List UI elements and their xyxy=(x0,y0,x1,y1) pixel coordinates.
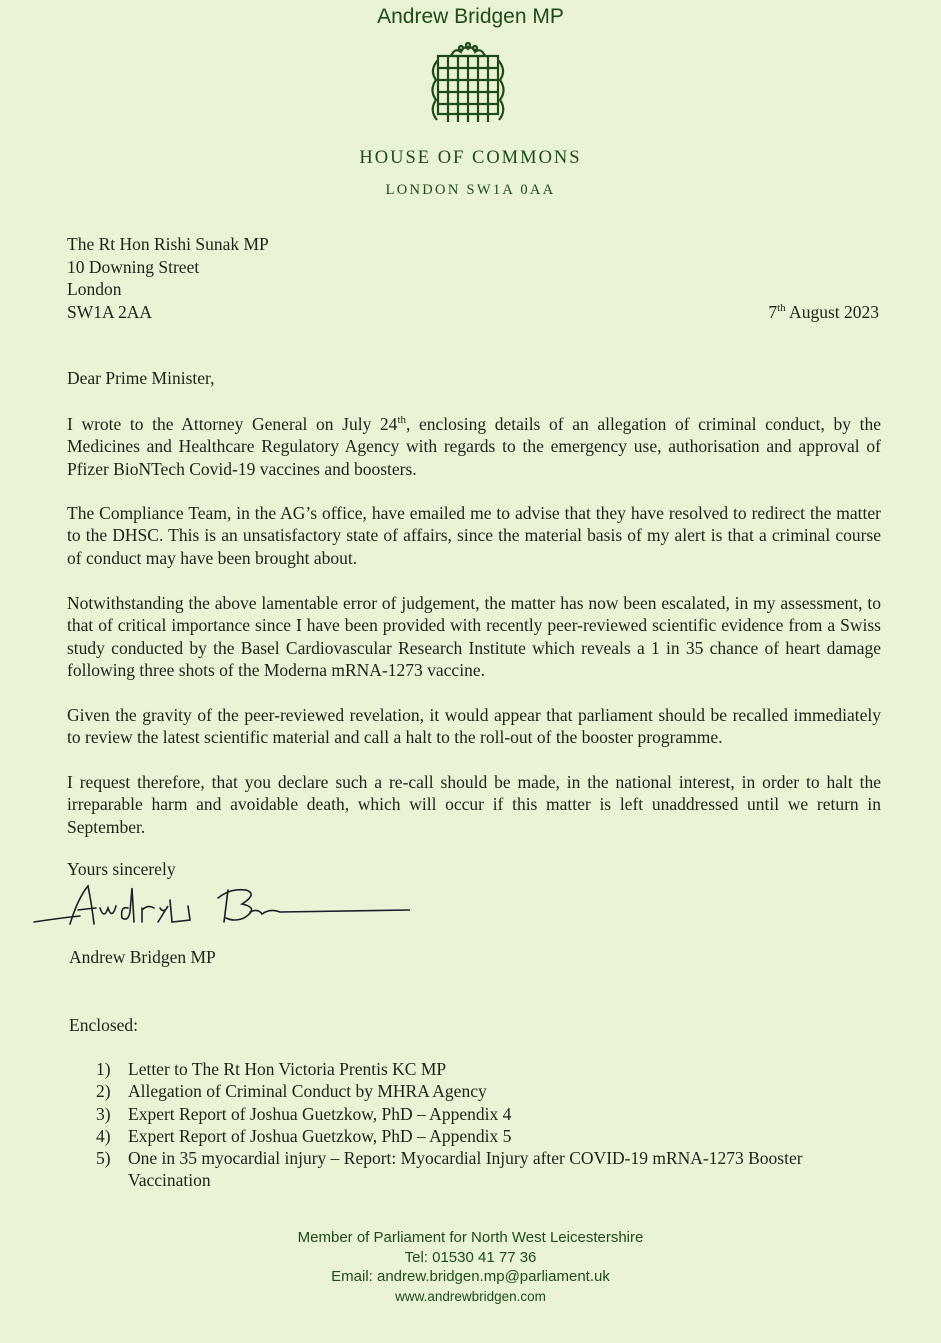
signatory-name: Andrew Bridgen MP xyxy=(69,947,216,967)
recipient-address xyxy=(67,233,269,323)
enclosures-list xyxy=(96,1058,886,1192)
date-suffix: th xyxy=(397,414,406,427)
date-day: 7 xyxy=(768,302,778,322)
paragraph-text: , enclosing details of an allegation of criminal conduct, by the Medicines and Healthcare Regulatory Agency with regards to the emergency use, authorisation and approval of Pfizer BioNTech Covid-19 vaccines and boosters. xyxy=(67,414,881,479)
house-address: LONDON SW1A 0AA xyxy=(385,182,556,198)
body-paragraph-3: Notwithstanding the above lamentable error of judgement, the matter has now been escalated, in my assessment, to that of critical importance since I have been provided with recently peer-reviewed scientific evidence from a Swiss study conducted by the Basel Cardiovascular Research Institute which reveals a 1 in 35 chance of heart damage following three shots of the Moderna mRNA-1273 vaccine. xyxy=(67,593,881,680)
enclosure-item xyxy=(96,1103,886,1125)
enclosure-text: Expert Report of Joshua Guetzkow, PhD – Appendix 5 xyxy=(128,1125,512,1146)
recipient-line: London xyxy=(67,279,122,299)
body-paragraph-2: The Compliance Team, in the AG’s office, have emailed me to advise that they have resolved to redirect the matter to the DHSC. This is an unsatisfactory state of affairs, since the material basis of my alert is that a criminal course of conduct may have been brought about. xyxy=(67,503,881,568)
enclosed-label: Enclosed: xyxy=(69,1015,139,1035)
letter-date xyxy=(768,302,879,323)
recipient-line: SW1A 2AA xyxy=(67,301,153,322)
enclosure-number: 5) xyxy=(96,1148,111,1169)
recipient-line: The Rt Hon Rishi Sunak MP xyxy=(67,234,269,254)
body-paragraph-5: I request therefore, that you declare such a re-call should be made, in the national interest, in order to halt the irreparable harm and avoidable death, which will occur if this matter is left unaddressed until we return in September. xyxy=(67,772,881,837)
enclosure-number: 4) xyxy=(96,1125,111,1146)
enclosure-number: 3) xyxy=(96,1103,111,1124)
letter-footer xyxy=(0,1228,941,1306)
enclosure-item xyxy=(96,1058,886,1080)
enclosure-item xyxy=(96,1080,886,1102)
enclosure-item xyxy=(96,1147,886,1192)
enclosure-item xyxy=(96,1125,886,1147)
footer-website: www.andrewbridgen.com xyxy=(395,1288,546,1304)
recipient-line: 10 Downing Street xyxy=(67,256,200,277)
enclosure-text: One in 35 myocardial injury – Report: Myocardial Injury after COVID-19 mRNA-1273 Booster Vaccination xyxy=(128,1148,803,1191)
date-suffix: th xyxy=(777,302,786,315)
enclosure-number: 2) xyxy=(96,1081,111,1102)
handwritten-signature xyxy=(30,878,410,938)
body-paragraph-1 xyxy=(67,413,881,480)
paragraph-text: I wrote to the Attorney General on July 24 xyxy=(67,414,398,434)
closing: Yours sincerely xyxy=(67,859,176,879)
letterhead-mp-name: Andrew Bridgen MP xyxy=(377,5,564,28)
enclosure-text: Allegation of Criminal Conduct by MHRA Agency xyxy=(128,1081,487,1102)
enclosure-number: 1) xyxy=(96,1059,111,1079)
footer-email: Email: andrew.bridgen.mp@parliament.uk xyxy=(331,1268,610,1285)
enclosure-text: Letter to The Rt Hon Victoria Prentis KC MP xyxy=(128,1059,447,1079)
footer-telephone: Tel: 01530 41 77 36 xyxy=(404,1248,537,1266)
salutation: Dear Prime Minister, xyxy=(67,368,215,388)
enclosure-text: Expert Report of Joshua Guetzkow, PhD – Appendix 4 xyxy=(128,1103,512,1124)
date-month-year: August 2023 xyxy=(785,302,879,322)
body-paragraph-4: Given the gravity of the peer-reviewed revelation, it would appear that parliament should be recalled immediately to review the latest scientific material and call a halt to the roll-out of the booster programme. xyxy=(67,705,881,748)
footer-constituency: Member of Parliament for North West Leicestershire xyxy=(297,1229,644,1246)
portcullis-icon xyxy=(425,40,511,126)
house-name: HOUSE OF COMMONS xyxy=(359,148,582,168)
